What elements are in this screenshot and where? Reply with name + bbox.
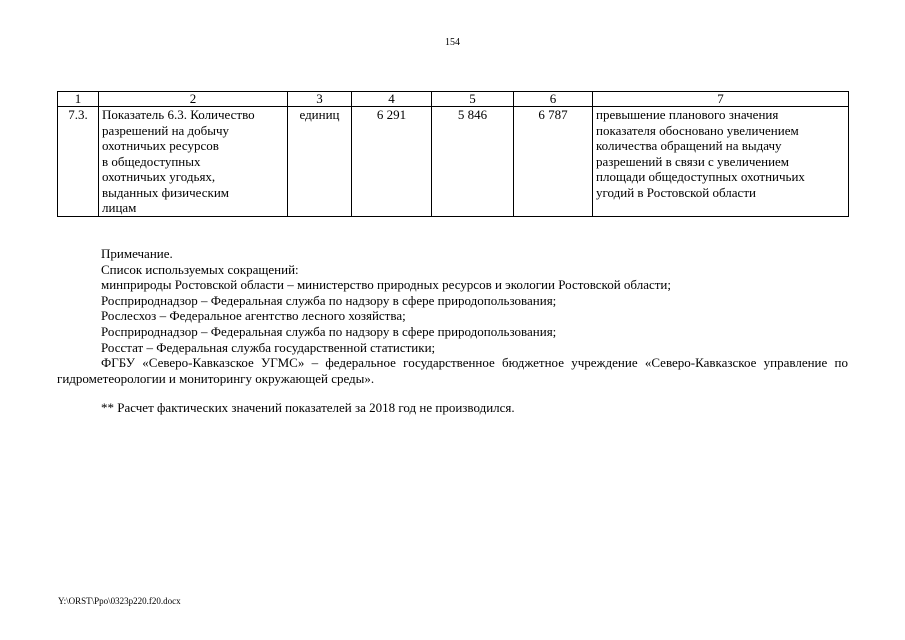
value-cell: 5 846 [432,107,514,217]
file-path-footer: Y:\ORST\Ppo\0323p220.f20.docx [58,596,181,606]
indicator-name-line: выданных физическим [102,184,230,200]
value-cell: 6 291 [352,107,432,217]
row-number-cell: 7.3. [58,107,99,217]
column-header: 3 [288,92,352,107]
explanation-line: показателя обосновано увеличением [596,122,799,138]
explanation-line: количества обращений на выдачу [596,138,782,153]
explanation-line: площади общедоступных охотничьих [596,169,805,184]
abbreviations-title: Список используемых сокращений: [101,261,299,277]
indicator-name-line: Показатель 6.3. Количество [102,107,255,122]
table-row [58,107,849,217]
explanation-line: разрешений в связи с увеличением [596,153,790,169]
abbreviation-item: Рослесхоз – Федеральное агентство лесного хозяйства; [101,308,406,324]
column-header: 1 [58,92,99,107]
indicator-name-line: охотничьих ресурсов [102,138,219,153]
indicator-name-line: разрешений на добычу [102,122,230,138]
value-cell: 6 787 [514,107,593,217]
column-header: 2 [99,92,288,107]
indicator-name-line: лицам [102,200,137,215]
indicator-table [57,91,849,217]
explanation-line: угодий в Ростовской области [596,184,756,200]
abbreviation-item: Росприроднадзор – Федеральная служба по надзору в сфере природопользования; [101,323,557,339]
indicator-name-line: охотничьих угодьях, [102,169,216,184]
column-header: 4 [352,92,432,107]
footnote: ** Расчет фактических значений показателей за 2018 год не производился. [101,400,515,416]
column-header: 6 [514,92,593,107]
explanation-cell [593,107,849,217]
table-header-row [58,92,849,107]
notes-title: Примечание. [101,246,173,261]
notes-section [57,246,848,416]
indicator-name-line: в общедоступных [102,153,201,169]
page-number: 154 [445,37,460,48]
column-header: 5 [432,92,514,107]
unit-cell: единиц [288,107,352,217]
explanation-line: превышение планового значения [596,107,779,122]
column-header: 7 [593,92,849,107]
abbreviation-item: Росстат – Федеральная служба государственной статистики; [101,339,436,355]
abbreviation-item: ФГБУ «Северо-Кавказское УГМС» – федеральное государственное бюджетное учреждение «Северо-Кавказское управление по гидрометеорологии и мониторингу окружающей среды». [57,355,848,386]
indicator-name-cell [99,107,288,217]
abbreviation-item: минприроды Ростовской области – министерство природных ресурсов и экологии Ростовской области; [101,277,671,293]
abbreviation-item: Росприроднадзор – Федеральная служба по надзору в сфере природопользования; [101,292,557,308]
